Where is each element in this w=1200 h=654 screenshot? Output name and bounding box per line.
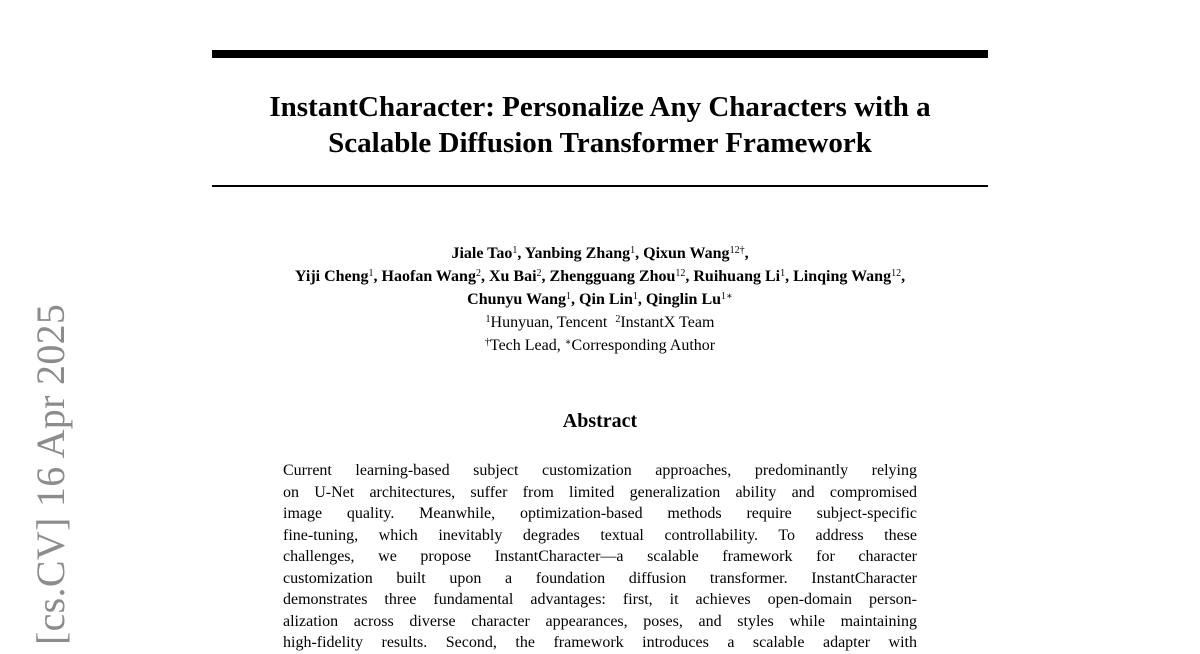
author-separator: ,	[901, 268, 906, 285]
affiliations-line	[200, 311, 1000, 334]
author-name: Haofan Wang	[381, 268, 476, 285]
author-affiliation-mark: 2	[536, 268, 542, 279]
title-top-rule	[212, 50, 988, 58]
abstract-line: on U-Net architectures, suffer from limited generalization ability and compromised	[283, 483, 917, 501]
abstract-heading: Abstract	[562, 410, 638, 432]
affiliation-text: InstantX Team	[620, 314, 715, 331]
title-bottom-rule	[212, 185, 988, 187]
author-separator: ,	[637, 291, 646, 308]
abstract-line: Current learning-based subject customization approaches, predominantly relying	[283, 462, 917, 479]
author-separator: ,	[480, 268, 489, 285]
abstract-body	[283, 460, 917, 654]
abstract-line: challenges, we propose InstantCharacter—a scalable framework for character	[283, 548, 917, 565]
affiliation-mark: 1	[485, 314, 491, 325]
author-affiliation-mark: 1	[512, 245, 518, 256]
author-name: Jiale Tao	[451, 245, 513, 262]
roles-line	[200, 334, 1000, 357]
author-name: Yanbing Zhang	[524, 245, 631, 262]
abstract-line: image quality. Meanwhile, optimization-based methods require subject-specific	[283, 505, 917, 522]
author-separator: ,	[571, 291, 580, 308]
abstract-line: demonstrates three fundamental advantages: first, it achieves open-domain person-	[283, 591, 917, 608]
author-separator: ,	[541, 268, 550, 285]
author-block	[200, 242, 1000, 357]
author-name: Yiji Cheng	[294, 268, 369, 285]
author-affiliation-mark: 1∗	[721, 291, 733, 302]
title-line-2: Scalable Diffusion Transformer Framework	[328, 127, 872, 159]
author-name: Qinglin Lu	[645, 291, 722, 308]
author-affiliation-mark: 12†	[729, 245, 745, 256]
author-affiliation-mark: 1	[566, 291, 572, 302]
author-separator: ,	[517, 245, 525, 262]
role-text: Tech Lead,	[489, 337, 565, 354]
author-affiliation-mark: 12	[891, 268, 902, 279]
author-separator: ,	[785, 268, 794, 285]
role-mark: ∗	[564, 337, 572, 348]
title-line-1: InstantCharacter: Personalize Any Characters with a	[269, 91, 931, 123]
author-affiliation-mark: 1	[632, 291, 638, 302]
author-name: Qin Lin	[579, 291, 633, 308]
affiliation-mark: 2	[615, 314, 621, 325]
author-affiliation-mark: 2	[475, 268, 481, 279]
author-name: Xu Bai	[488, 268, 537, 285]
author-name: Linqing Wang	[793, 268, 892, 285]
author-affiliation-mark: 12	[675, 268, 686, 279]
author-separator: ,	[635, 245, 644, 262]
arxiv-side-label: [cs.CV] 16 Apr 2025	[28, 303, 73, 645]
paper-title	[200, 89, 1000, 161]
author-line-1	[200, 242, 1000, 265]
author-separator: ,	[373, 268, 382, 285]
author-affiliation-mark: 1	[780, 268, 786, 279]
author-separator: ,	[685, 268, 694, 285]
author-name: Chunyu Wang	[467, 291, 567, 308]
abstract-line: customization built upon a foundation diffusion transformer. InstantCharacter	[283, 569, 917, 587]
role-text: Corresponding Author	[571, 337, 716, 354]
author-line-3	[200, 288, 1000, 311]
author-name: Qixun Wang	[643, 245, 730, 262]
abstract-line: alization across diverse character appearances, poses, and styles while maintaining	[283, 612, 917, 630]
abstract-line: fine-tuning, which inevitably degrades textual controllability. To address these	[283, 526, 917, 544]
author-name: Ruihuang Li	[693, 268, 781, 285]
affiliation-text: Hunyuan, Tencent	[490, 314, 616, 331]
author-affiliation-mark: 1	[368, 268, 374, 279]
author-affiliation-mark: 1	[630, 245, 636, 256]
author-name: Zhengguang Zhou	[549, 268, 676, 285]
author-separator: ,	[744, 245, 749, 262]
abstract-line: high-fidelity results. Second, the framework introduces a scalable adapter with	[283, 634, 917, 651]
author-line-2	[200, 265, 1000, 288]
role-mark: †	[484, 337, 490, 348]
